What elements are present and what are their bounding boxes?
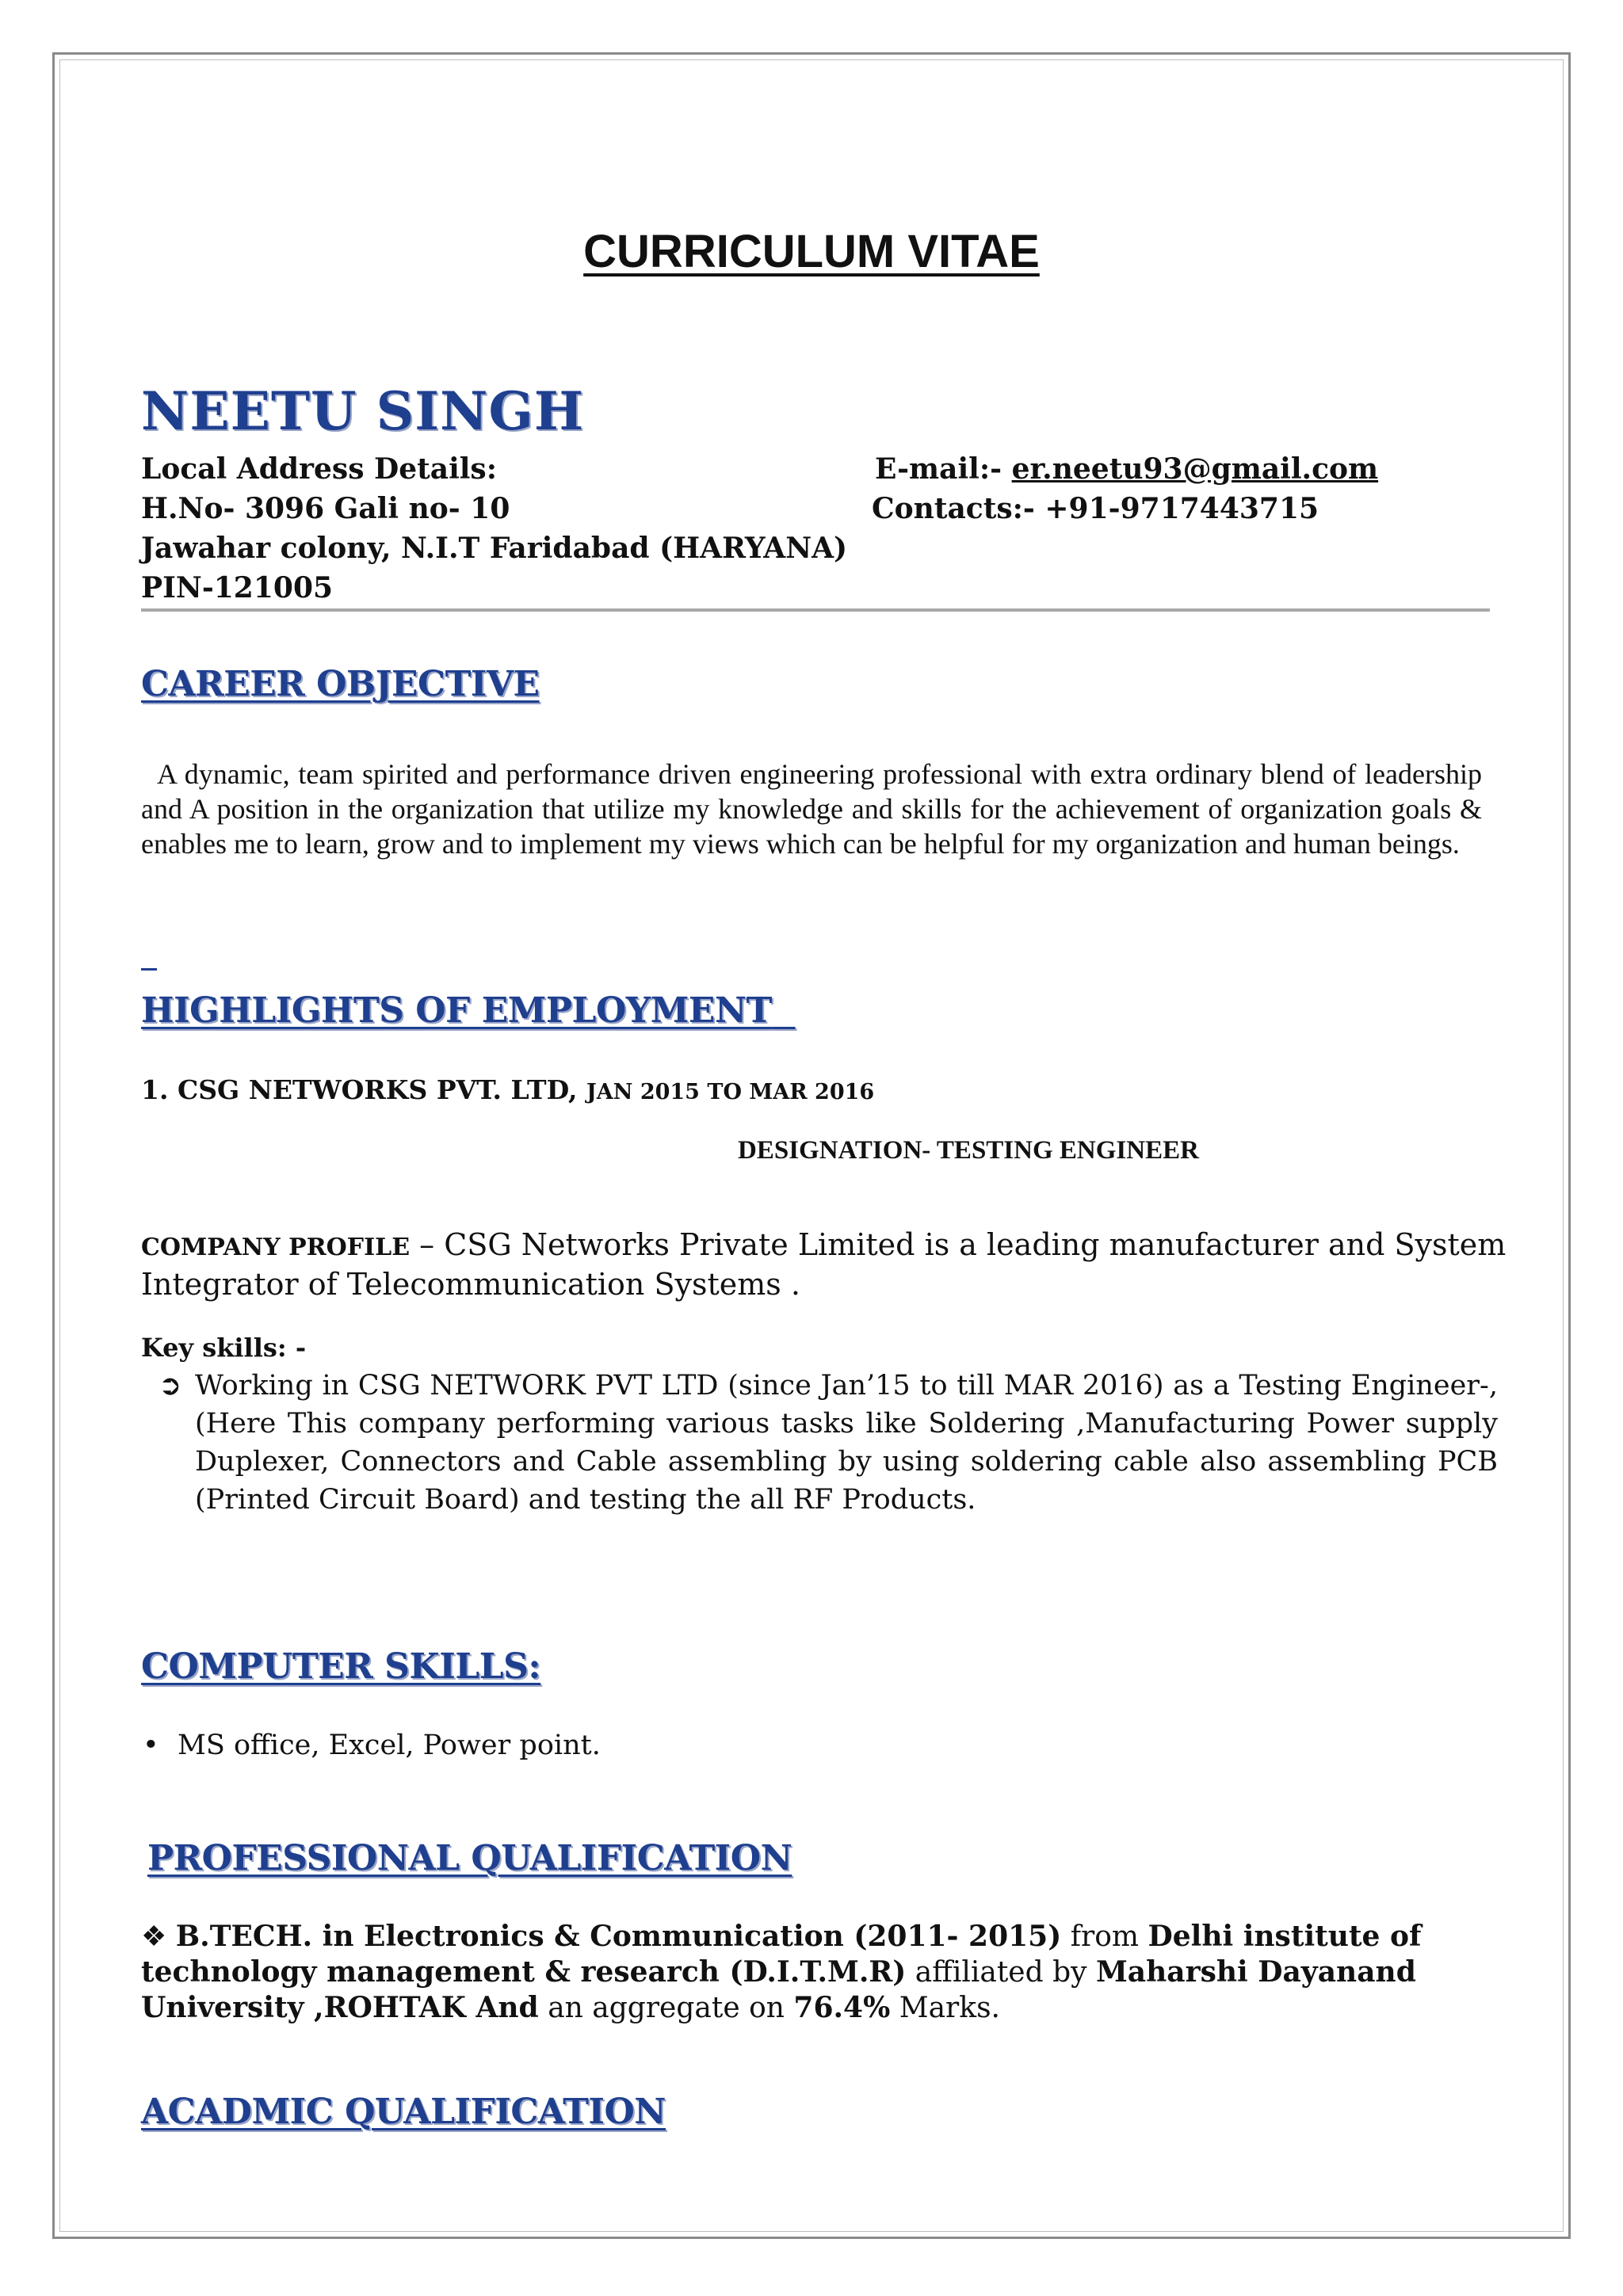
computer-skills-heading: COMPUTER SKILLS:	[141, 1646, 541, 1687]
degree: B.TECH. in Electronics & Communication (2011- 2015)	[175, 1920, 1062, 1953]
key-skills-label: Key skills: -	[141, 1333, 307, 1363]
company-name: 1. CSG NETWORKS PVT. LTD,	[141, 1074, 578, 1105]
professional-qualification-heading: PROFESSIONAL QUALIFICATION	[147, 1838, 792, 1878]
from-word: from	[1070, 1920, 1140, 1953]
computer-skills-item	[143, 1730, 601, 1761]
company-profile	[141, 1226, 1506, 1302]
employment-heading: HIGHLIGHTS OF EMPLOYMENT	[141, 990, 772, 1031]
dot-bullet-icon: •	[143, 1730, 159, 1761]
university-part-2: University ,ROHTAK And	[141, 1991, 539, 2024]
marks-word: Marks.	[899, 1992, 1000, 2024]
academic-qualification-heading: ACADMIC QUALIFICATION	[141, 2092, 666, 2132]
email-row	[875, 449, 1378, 489]
address-block	[141, 449, 847, 608]
company-profile-text-2: Integrator of Telecommunication Systems .	[141, 1267, 800, 1302]
address-line-2: Jawahar colony, N.I.T Faridabad (HARYANA)	[141, 532, 848, 565]
document-title: CURRICULUM VITAE	[583, 226, 1040, 277]
university-part-1: Maharshi Dayanand	[1095, 1955, 1416, 1989]
candidate-name: NEETU SINGH	[141, 380, 585, 442]
aggregate-word: an aggregate on	[548, 1992, 785, 2024]
affiliated-word: affiliated by	[915, 1956, 1087, 1989]
institute-part-2: technology management & research (D.I.T.M.R)	[141, 1955, 907, 1989]
company-line	[141, 1074, 874, 1105]
phone-row	[872, 489, 1319, 528]
company-profile-label: COMPANY PROFILE	[141, 1234, 411, 1261]
email-label: E-mail:-	[875, 452, 1002, 486]
professional-qualification-text	[141, 1919, 1422, 2026]
career-objective-text: A dynamic, team spirited and performance driven engineering professional with extra ordinary blend of leadership and A position in the organization that utilize my knowledge and skills for the achievement of organization goals & enables me to learn, grow and to implement my views which can be helpful for my organization and human beings.	[141, 758, 1482, 860]
aggregate-value: 76.4%	[793, 1991, 891, 2024]
company-profile-text-1: – CSG Networks Private Limited is a leading manufacturer and System	[419, 1227, 1507, 1262]
header-divider	[141, 608, 1490, 612]
computer-skills-text: MS office, Excel, Power point.	[178, 1730, 601, 1761]
diamond-bullet-icon: ❖	[141, 1920, 167, 1953]
address-line-1: H.No- 3096 Gali no- 10	[141, 492, 510, 525]
arrow-bullet-icon: ➲	[158, 1370, 182, 1402]
stray-underscore	[141, 968, 157, 971]
designation: DESIGNATION- TESTING ENGINEER	[738, 1136, 1199, 1165]
address-line-3: PIN-121005	[141, 571, 334, 605]
phone-number: +91-9717443715	[1044, 492, 1319, 525]
address-label: Local Address Details:	[141, 452, 497, 486]
career-objective-heading: CAREER OBJECTIVE	[141, 664, 540, 704]
email-link[interactable]: er.neetu93@gmail.com	[1011, 452, 1379, 486]
employment-period: JAN 2015 TO MAR 2016	[586, 1080, 875, 1104]
institute-part-1: Delhi institute of	[1148, 1920, 1422, 1953]
key-skills-text: Working in CSG NETWORK PVT LTD (since Jan’15 to till MAR 2016) as a Testing Engineer-, (Here This company performing various tasks like Soldering ,Manufacturing Power supply Duplexer, Connectors and Cable assembling by using soldering cable also assembling PCB (Printed Circuit Board) and testing the all RF Products.	[195, 1370, 1498, 1516]
key-skills-item	[158, 1367, 1498, 1519]
phone-label: Contacts:-	[872, 492, 1035, 525]
